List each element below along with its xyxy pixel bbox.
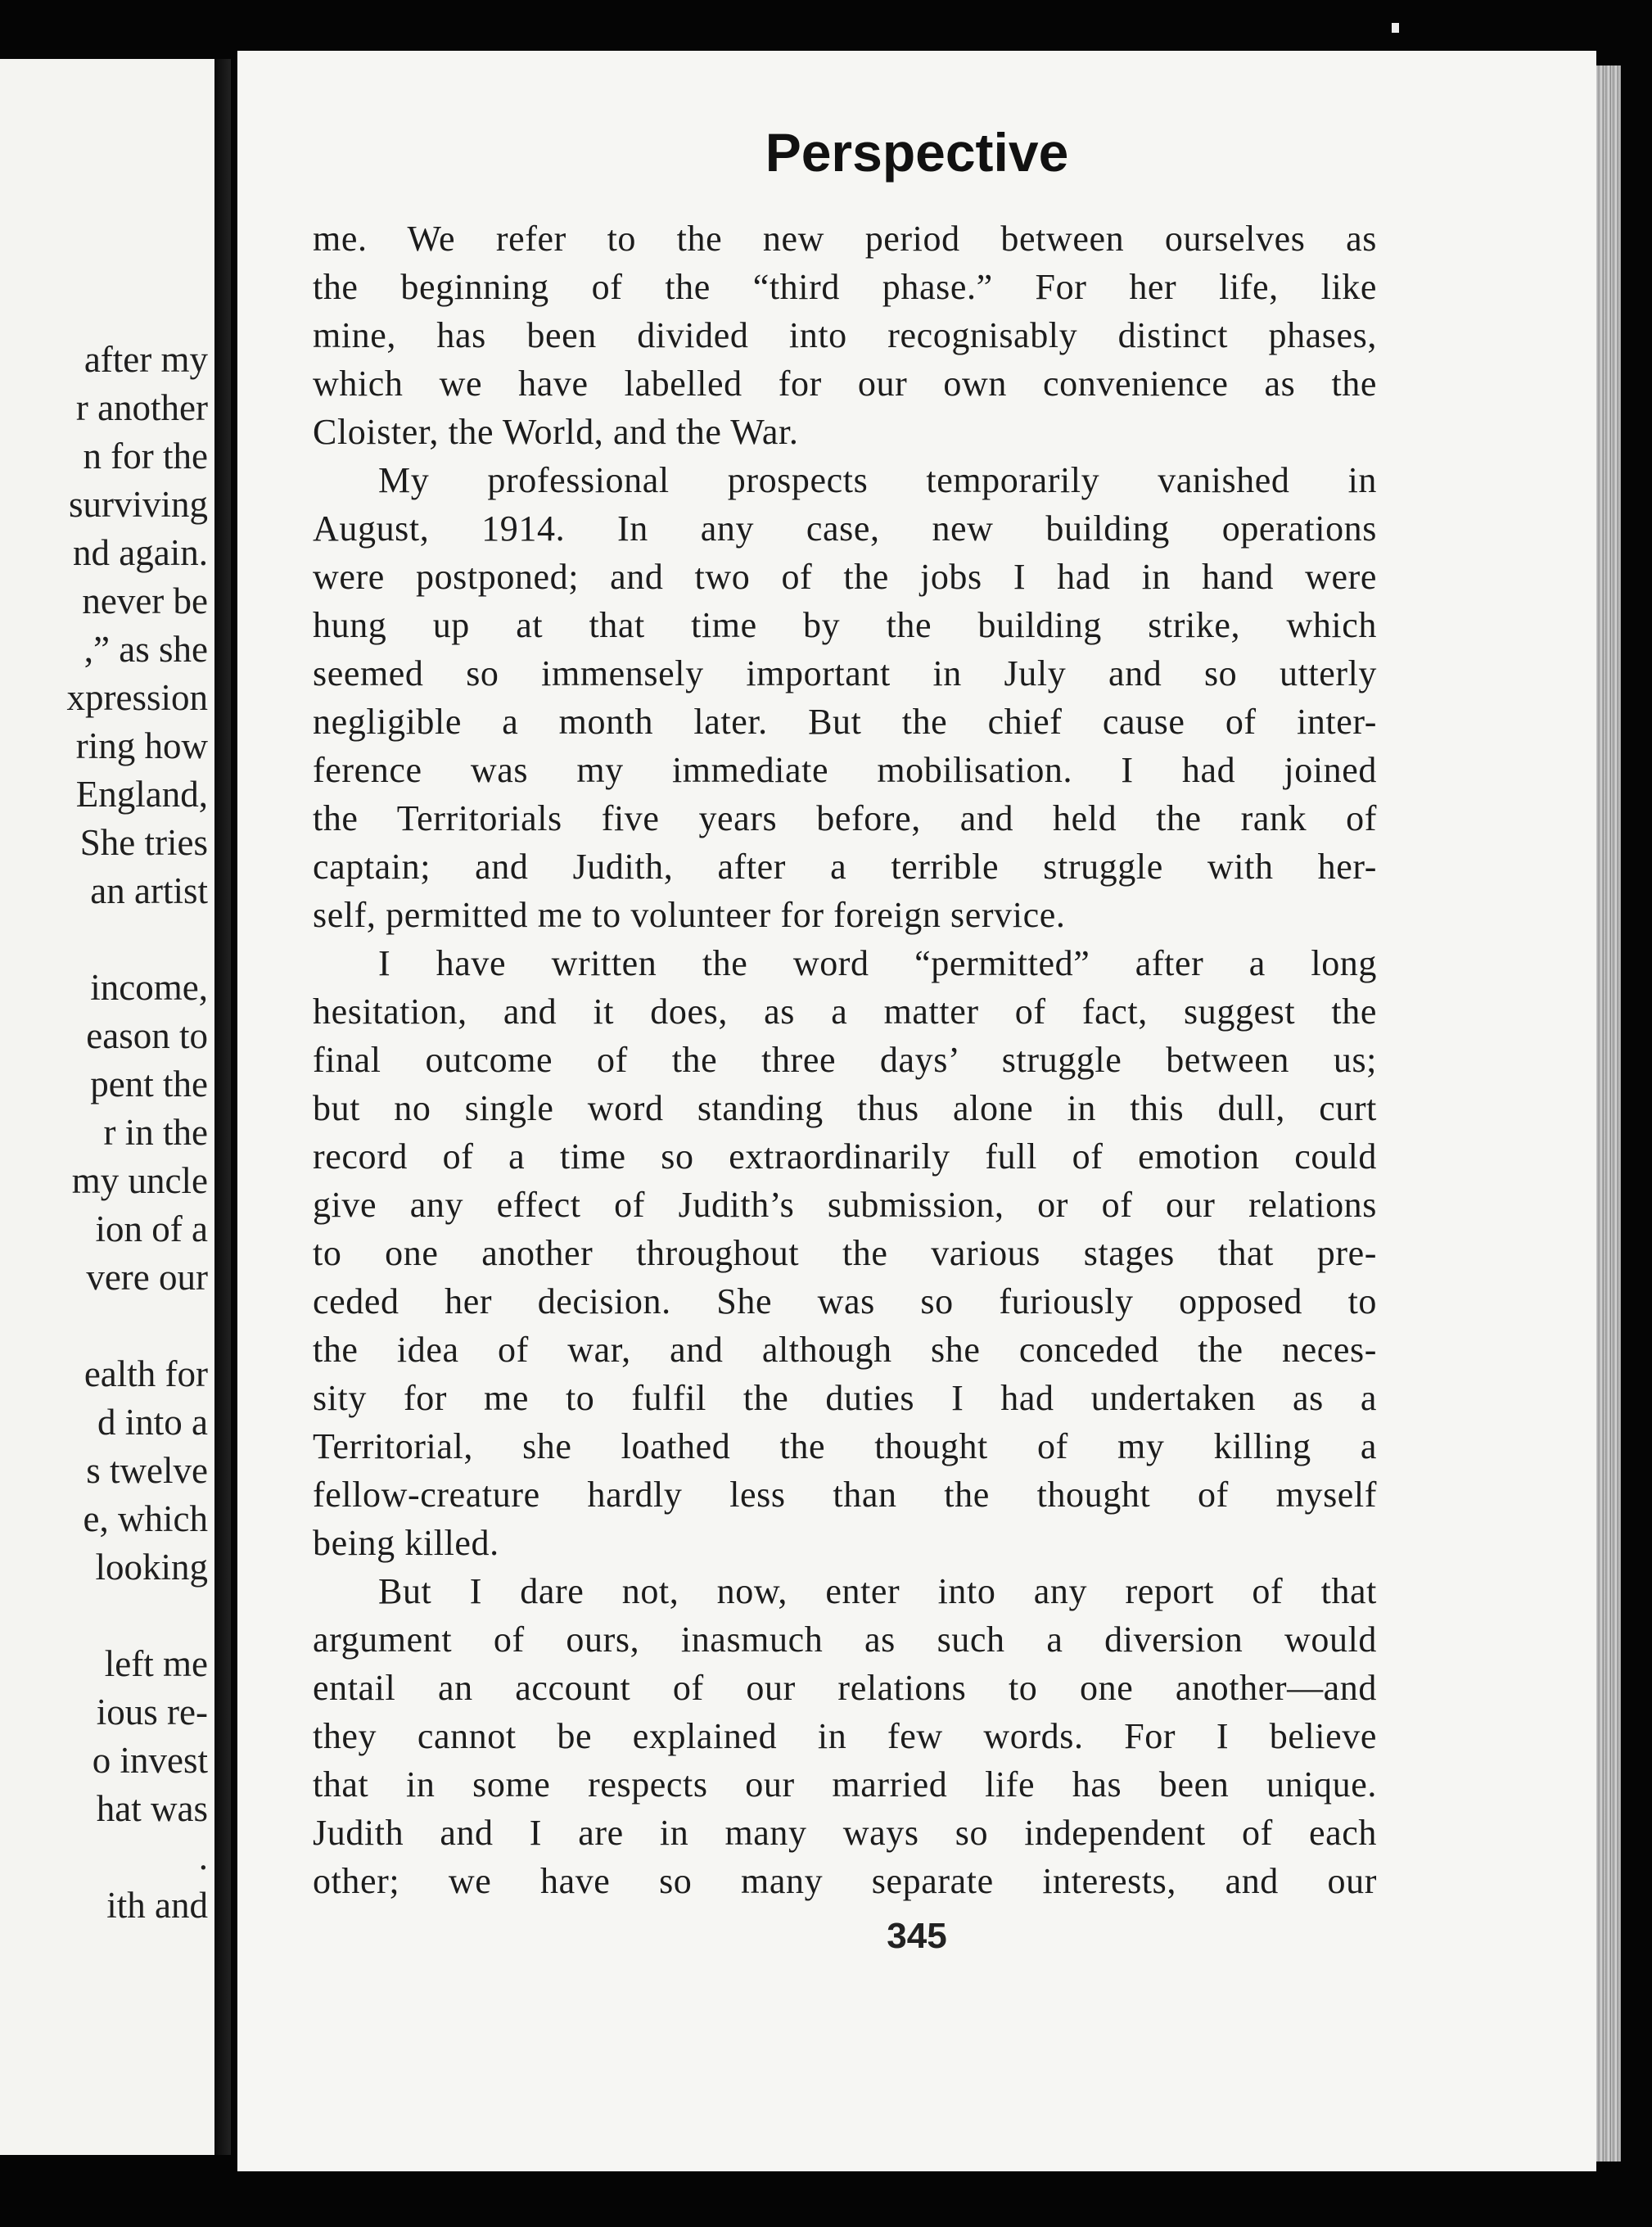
text-line: I have written the word “permitted” after a long [378,943,1377,983]
text-line: August, 1914. In any case, new building operations [313,508,1377,549]
left-page-line: England, [75,774,208,815]
text-line: give any effect of Judith’s submission, or of our relations [313,1185,1377,1225]
text-line: other; we have so many separate interests, and our [313,1861,1377,1901]
text-line: me. We refer to the new period between ourselves as [313,219,1377,259]
left-page-line: d into a [97,1402,208,1443]
left-page-line: r in the [103,1112,208,1153]
left-page-line: ring how [75,725,208,766]
left-page-line: ,” as she [84,629,208,670]
text-line: the idea of war, and although she conceded the neces- [313,1330,1377,1370]
text-line: But I dare not, now, enter into any report of that [378,1571,1377,1611]
left-page-line: ealth for [84,1353,208,1394]
text-line: fellow-creature hardly less than the thought of myself [313,1475,1377,1515]
left-page-line: o invest [92,1740,208,1781]
left-page-line: surviving [68,484,208,525]
text-line: argument of ours, inasmuch as such a diversion would [313,1619,1377,1660]
text-line: entail an account of our relations to one another—and [313,1668,1377,1708]
left-page-line: e, which [83,1498,208,1539]
text-line: Cloister, the World, and the War. [313,412,799,452]
book-gutter [214,59,231,2155]
text-line: ceded her decision. She was so furiously opposed to [313,1281,1377,1321]
left-page-line: ious re- [96,1692,208,1732]
text-line: Territorial, she loathed the thought of my killing a [313,1426,1377,1466]
left-page-line: after my [84,339,208,380]
text-line: negligible a month later. But the chief cause of inter- [313,702,1377,742]
left-page-line: xpression [66,677,208,718]
text-line: Judith and I are in many ways so independent of each [313,1813,1377,1853]
left-page [0,59,214,2155]
text-line: the beginning of the “third phase.” For her life, like [313,267,1377,307]
text-line: sity for me to fulfil the duties I had undertaken as a [313,1378,1377,1418]
left-page-line [0,1302,208,1350]
text-line: My professional prospects temporarily vanished in [378,460,1377,500]
left-page-line: ion of a [95,1208,208,1249]
text-line: which we have labelled for our own convenience as the [313,364,1377,404]
left-page-line: . [198,1836,208,1877]
text-line: but no single word standing thus alone in this dull, curt [313,1088,1377,1128]
left-page-line: my uncle [71,1160,208,1201]
body-text [313,215,1377,1905]
left-page-line: eason to [86,1015,208,1056]
left-page-line: r another [75,387,208,428]
left-page-line: vere our [86,1257,208,1298]
left-page-line: She tries [79,822,208,863]
left-page-line: hat was [96,1788,208,1829]
text-line: mine, has been divided into recognisably distinct phases, [313,315,1377,355]
left-page-text [0,336,208,1930]
text-line: the Territorials five years before, and held the rank of [313,798,1377,838]
left-page-line: left me [104,1643,208,1684]
text-line: ference was my immediate mobilisation. I had joined [313,750,1377,790]
text-line: final outcome of the three days’ struggle between us; [313,1040,1377,1080]
left-page-line: nd again. [73,532,208,573]
page-number: 345 [887,1916,947,1956]
left-page-line: s twelve [86,1450,208,1491]
left-page-line: income, [90,967,208,1008]
left-page-line: pent the [90,1064,208,1104]
text-line: captain; and Judith, after a terrible struggle with her- [313,847,1377,887]
text-line: that in some respects our married life has been unique. [313,1764,1377,1805]
left-page-line: ith and [106,1885,208,1926]
text-line: they cannot be explained in few words. For I believe [313,1716,1377,1756]
running-header: Perspective [765,122,1069,183]
left-page-line: an artist [90,870,208,911]
text-line: being killed. [313,1523,499,1563]
left-page-line [0,1592,208,1640]
text-line: seemed so immensely important in July and so utterly [313,653,1377,693]
text-line: hesitation, and it does, as a matter of fact, suggest the [313,992,1377,1032]
text-line: self, permitted me to volunteer for foreign service. [313,895,1066,935]
left-page-line: n for the [83,436,208,477]
left-page-line: never be [82,580,208,621]
left-page-line [0,915,208,964]
text-line: record of a time so extraordinarily full of emotion could [313,1136,1377,1177]
page-edges [1596,66,1621,2162]
text-line: were postponed; and two of the jobs I had in hand were [313,557,1377,597]
text-line: hung up at that time by the building strike, which [313,605,1377,645]
left-page-line: looking [95,1547,208,1588]
scan-speck [1392,23,1399,33]
text-line: to one another throughout the various stages that pre- [313,1233,1377,1273]
